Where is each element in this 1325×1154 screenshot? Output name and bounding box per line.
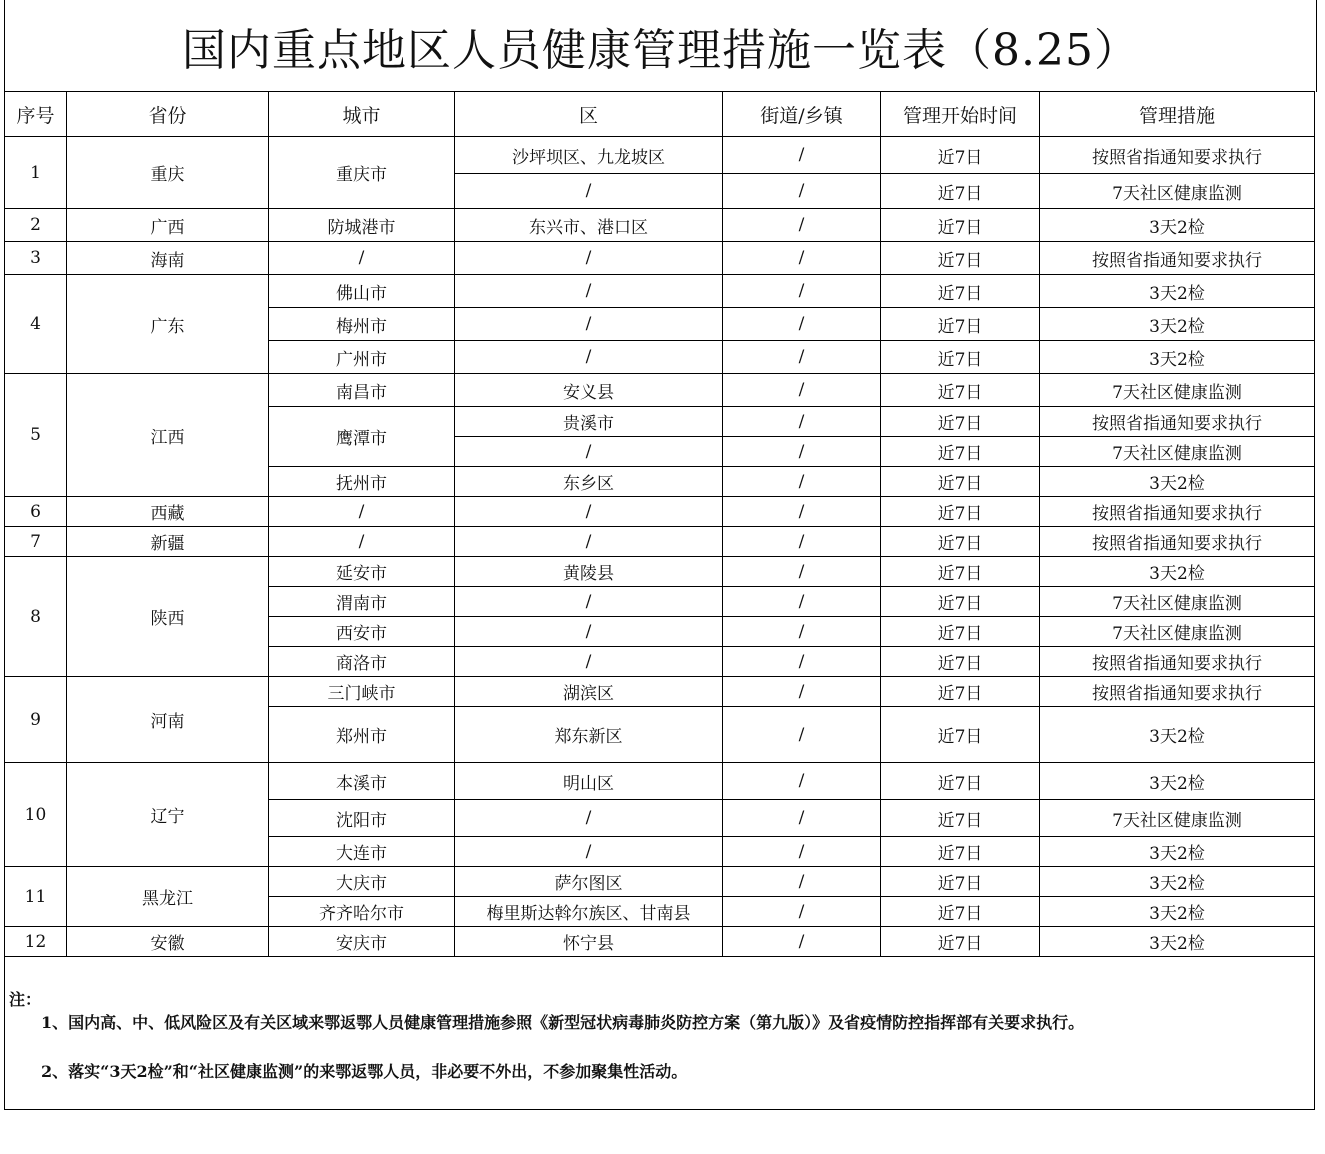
table-cell: 辽宁 bbox=[67, 763, 269, 867]
table-cell: 新疆 bbox=[67, 527, 269, 557]
table-cell: / bbox=[455, 308, 723, 341]
table-cell: 5 bbox=[5, 374, 67, 497]
table-cell: 12 bbox=[5, 927, 67, 957]
table-row bbox=[5, 527, 1315, 557]
table-cell: 7天社区健康监测 bbox=[1040, 437, 1315, 467]
table-cell: 佛山市 bbox=[269, 275, 455, 308]
table-cell: 近7日 bbox=[881, 677, 1040, 707]
table-cell: 近7日 bbox=[881, 174, 1040, 209]
table-cell: 3天2检 bbox=[1040, 341, 1315, 374]
table-cell: / bbox=[723, 837, 881, 867]
table-cell: / bbox=[723, 341, 881, 374]
table-cell: 3天2检 bbox=[1040, 308, 1315, 341]
table-cell: / bbox=[723, 209, 881, 242]
table-cell: / bbox=[455, 497, 723, 527]
table-cell: / bbox=[455, 242, 723, 275]
table-cell: 鹰潭市 bbox=[269, 407, 455, 467]
table-cell: 2 bbox=[5, 209, 67, 242]
table-cell: 近7日 bbox=[881, 800, 1040, 837]
table-cell: 4 bbox=[5, 275, 67, 374]
table-cell: / bbox=[723, 927, 881, 957]
table-cell: 近7日 bbox=[881, 407, 1040, 437]
table-row bbox=[5, 209, 1315, 242]
header-index: 序号 bbox=[5, 92, 67, 137]
table-cell: / bbox=[723, 437, 881, 467]
table-cell: / bbox=[723, 800, 881, 837]
table-cell: / bbox=[723, 763, 881, 800]
table-cell: 广西 bbox=[67, 209, 269, 242]
table-cell: 近7日 bbox=[881, 137, 1040, 174]
table-cell: 近7日 bbox=[881, 647, 1040, 677]
table-cell: 延安市 bbox=[269, 557, 455, 587]
table-cell: / bbox=[723, 617, 881, 647]
table-cell: 7天社区健康监测 bbox=[1040, 587, 1315, 617]
table-cell: 广东 bbox=[67, 275, 269, 374]
note-line-1: 1、国内高、中、低风险区及有关区域来鄂返鄂人员健康管理措施参照《新型冠状病毒肺炎防控方案（第九版）》及省疫情防控指挥部有关要求执行。 bbox=[41, 1013, 1085, 1032]
table-cell: 按照省指通知要求执行 bbox=[1040, 497, 1315, 527]
table-cell: 齐齐哈尔市 bbox=[269, 897, 455, 927]
table-cell: 西安市 bbox=[269, 617, 455, 647]
header-city: 城市 bbox=[269, 92, 455, 137]
table-cell: / bbox=[723, 407, 881, 437]
header-street: 街道/乡镇 bbox=[723, 92, 881, 137]
table-cell: 西藏 bbox=[67, 497, 269, 527]
table-row bbox=[5, 927, 1315, 957]
table-cell: 南昌市 bbox=[269, 374, 455, 407]
table-title: 国内重点地区人员健康管理措施一览表（8.25） bbox=[4, 0, 1317, 92]
table-cell: / bbox=[723, 467, 881, 497]
table-cell: 7天社区健康监测 bbox=[1040, 174, 1315, 209]
table-cell: 近7日 bbox=[881, 209, 1040, 242]
table-cell: 近7日 bbox=[881, 497, 1040, 527]
table-cell: 近7日 bbox=[881, 242, 1040, 275]
table-row bbox=[5, 137, 1315, 174]
table-cell: 黄陵县 bbox=[455, 557, 723, 587]
table-cell: 安义县 bbox=[455, 374, 723, 407]
table-cell: / bbox=[723, 497, 881, 527]
table-cell: / bbox=[455, 437, 723, 467]
table-cell: 近7日 bbox=[881, 927, 1040, 957]
table-cell: 3天2检 bbox=[1040, 467, 1315, 497]
table-cell: / bbox=[723, 527, 881, 557]
table-cell: 萨尔图区 bbox=[455, 867, 723, 897]
table-cell: 湖滨区 bbox=[455, 677, 723, 707]
table-cell: / bbox=[269, 242, 455, 275]
table-cell: / bbox=[455, 617, 723, 647]
table-row bbox=[5, 242, 1315, 275]
table-cell: 近7日 bbox=[881, 837, 1040, 867]
table-row bbox=[5, 557, 1315, 587]
table-cell: 近7日 bbox=[881, 467, 1040, 497]
table-cell: / bbox=[455, 174, 723, 209]
table-cell: / bbox=[455, 587, 723, 617]
table-cell: 沈阳市 bbox=[269, 800, 455, 837]
table-cell: 重庆市 bbox=[269, 137, 455, 209]
table-cell: / bbox=[723, 137, 881, 174]
table-cell: 渭南市 bbox=[269, 587, 455, 617]
table-cell: 大连市 bbox=[269, 837, 455, 867]
table-cell: / bbox=[723, 867, 881, 897]
table-cell: 近7日 bbox=[881, 867, 1040, 897]
table-cell: / bbox=[269, 497, 455, 527]
table-cell: 3天2检 bbox=[1040, 867, 1315, 897]
table-cell: 梅里斯达斡尔族区、甘南县 bbox=[455, 897, 723, 927]
table-cell: 7天社区健康监测 bbox=[1040, 617, 1315, 647]
table-cell: / bbox=[455, 527, 723, 557]
table-cell: 11 bbox=[5, 867, 67, 927]
table-cell: 明山区 bbox=[455, 763, 723, 800]
table-cell: / bbox=[723, 587, 881, 617]
table-cell: 东乡区 bbox=[455, 467, 723, 497]
table-cell: / bbox=[723, 275, 881, 308]
table-cell: 3天2检 bbox=[1040, 763, 1315, 800]
table-cell: 商洛市 bbox=[269, 647, 455, 677]
table-cell: / bbox=[723, 557, 881, 587]
table-cell: / bbox=[455, 275, 723, 308]
table-cell: 按照省指通知要求执行 bbox=[1040, 647, 1315, 677]
table-cell: / bbox=[723, 308, 881, 341]
table-cell: 梅州市 bbox=[269, 308, 455, 341]
table-body bbox=[5, 137, 1315, 957]
table-cell: 海南 bbox=[67, 242, 269, 275]
table-cell: 近7日 bbox=[881, 587, 1040, 617]
table-cell: 怀宁县 bbox=[455, 927, 723, 957]
health-measures-table bbox=[4, 91, 1315, 957]
table-cell: 近7日 bbox=[881, 617, 1040, 647]
note-line-2: 2、落实“3天2检”和“社区健康监测”的来鄂返鄂人员，非必要不外出，不参加聚集性活动。 bbox=[41, 1062, 688, 1081]
table-cell: / bbox=[455, 647, 723, 677]
table-cell: 6 bbox=[5, 497, 67, 527]
table-cell: / bbox=[723, 647, 881, 677]
table-row bbox=[5, 374, 1315, 407]
table-cell: 陕西 bbox=[67, 557, 269, 677]
table-cell: 近7日 bbox=[881, 341, 1040, 374]
table-cell: 安徽 bbox=[67, 927, 269, 957]
table-cell: 近7日 bbox=[881, 374, 1040, 407]
notes-section bbox=[4, 955, 1315, 1110]
table-row bbox=[5, 867, 1315, 897]
table-cell: 3天2检 bbox=[1040, 927, 1315, 957]
table-cell: 7 bbox=[5, 527, 67, 557]
table-cell: 3 bbox=[5, 242, 67, 275]
table-cell: 郑东新区 bbox=[455, 707, 723, 763]
table-cell: 近7日 bbox=[881, 557, 1040, 587]
table-cell: 3天2检 bbox=[1040, 275, 1315, 308]
table-cell: 按照省指通知要求执行 bbox=[1040, 242, 1315, 275]
table-row bbox=[5, 763, 1315, 800]
table-cell: 近7日 bbox=[881, 707, 1040, 763]
table-cell: 近7日 bbox=[881, 763, 1040, 800]
table-cell: 3天2检 bbox=[1040, 707, 1315, 763]
table-cell: 7天社区健康监测 bbox=[1040, 374, 1315, 407]
table-cell: / bbox=[723, 242, 881, 275]
table-cell: 3天2检 bbox=[1040, 209, 1315, 242]
table-cell: 黑龙江 bbox=[67, 867, 269, 927]
table-row bbox=[5, 677, 1315, 707]
header-district: 区 bbox=[455, 92, 723, 137]
table-cell: 河南 bbox=[67, 677, 269, 763]
table-cell: 3天2检 bbox=[1040, 897, 1315, 927]
table-cell: 郑州市 bbox=[269, 707, 455, 763]
table-cell: 抚州市 bbox=[269, 467, 455, 497]
table-cell: 三门峡市 bbox=[269, 677, 455, 707]
table-cell: 安庆市 bbox=[269, 927, 455, 957]
notes-heading: 注： bbox=[9, 990, 42, 1009]
header-start-time: 管理开始时间 bbox=[881, 92, 1040, 137]
table-cell: 近7日 bbox=[881, 308, 1040, 341]
table-cell: / bbox=[723, 897, 881, 927]
table-cell: 按照省指通知要求执行 bbox=[1040, 677, 1315, 707]
table-cell: 近7日 bbox=[881, 275, 1040, 308]
table-cell: 本溪市 bbox=[269, 763, 455, 800]
table-cell: 近7日 bbox=[881, 527, 1040, 557]
table-cell: 按照省指通知要求执行 bbox=[1040, 527, 1315, 557]
table-cell: 沙坪坝区、九龙坡区 bbox=[455, 137, 723, 174]
table-cell: 8 bbox=[5, 557, 67, 677]
table-cell: 按照省指通知要求执行 bbox=[1040, 137, 1315, 174]
table-cell: 按照省指通知要求执行 bbox=[1040, 407, 1315, 437]
table-cell: / bbox=[723, 174, 881, 209]
table-cell: 1 bbox=[5, 137, 67, 209]
table-cell: 东兴市、港口区 bbox=[455, 209, 723, 242]
header-measure: 管理措施 bbox=[1040, 92, 1315, 137]
table-cell: 江西 bbox=[67, 374, 269, 497]
table-cell: / bbox=[455, 837, 723, 867]
table-cell: 广州市 bbox=[269, 341, 455, 374]
table-cell: 重庆 bbox=[67, 137, 269, 209]
table-cell: 防城港市 bbox=[269, 209, 455, 242]
table-row bbox=[5, 497, 1315, 527]
table-cell: 9 bbox=[5, 677, 67, 763]
header-province: 省份 bbox=[67, 92, 269, 137]
table-cell: 3天2检 bbox=[1040, 557, 1315, 587]
table-cell: / bbox=[455, 341, 723, 374]
table-cell: 近7日 bbox=[881, 897, 1040, 927]
table-cell: / bbox=[269, 527, 455, 557]
table-cell: 贵溪市 bbox=[455, 407, 723, 437]
table-cell: / bbox=[723, 707, 881, 763]
table-cell: 3天2检 bbox=[1040, 837, 1315, 867]
table-cell: / bbox=[723, 677, 881, 707]
table-row bbox=[5, 275, 1315, 308]
table-cell: 7天社区健康监测 bbox=[1040, 800, 1315, 837]
table-cell: 近7日 bbox=[881, 437, 1040, 467]
header-row bbox=[5, 92, 1315, 137]
table-cell: / bbox=[723, 374, 881, 407]
table-cell: 10 bbox=[5, 763, 67, 867]
table-cell: / bbox=[455, 800, 723, 837]
table-cell: 大庆市 bbox=[269, 867, 455, 897]
